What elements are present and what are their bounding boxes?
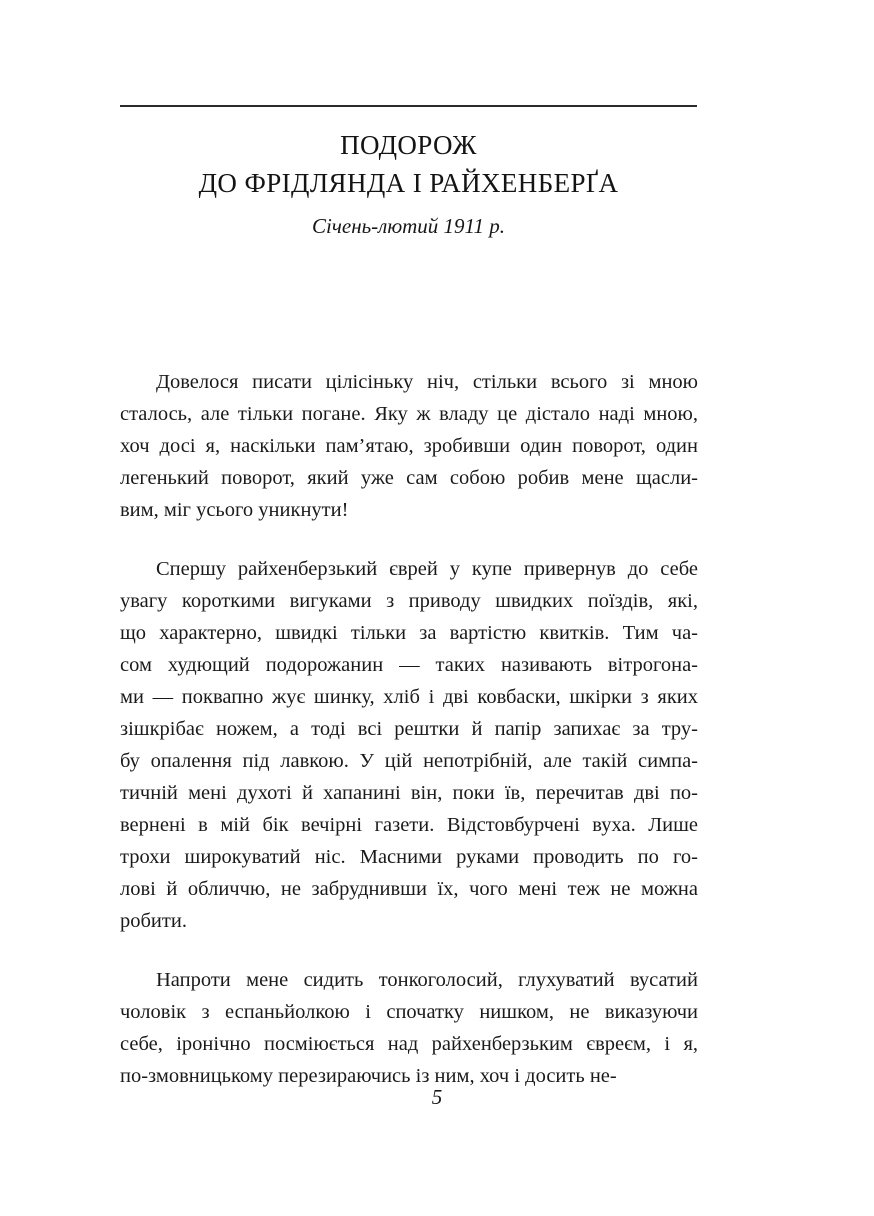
text-line: хоч досі я, наскільки пам’ятаю, зробивши один поворот, один bbox=[120, 435, 698, 457]
chapter-title-line-1: ПОДОРОЖ bbox=[340, 130, 477, 160]
text-line: Спершу райхенберзький єврей у купе привернув до себе bbox=[156, 558, 698, 580]
text-line: Довелося писати цілісіньку ніч, стільки всього зі мною bbox=[156, 371, 698, 393]
text-line: ми — поквапно жує шинку, хліб і дві ковбаски, шкірки з яких bbox=[120, 686, 698, 708]
text-line: легенький поворот, який уже сам собою робив мене щасли- bbox=[120, 467, 698, 489]
text-line: робити. bbox=[120, 910, 187, 932]
header-rule bbox=[120, 105, 697, 107]
text-line: Напроти мене сидить тонкоголосий, глухуватий вусатий bbox=[156, 969, 698, 991]
paragraph-3 bbox=[120, 964, 698, 1092]
chapter-subtitle: Січень-лютий 1911 р. bbox=[312, 214, 505, 238]
paragraph-2 bbox=[120, 553, 698, 937]
text-line: тичній мені духоті й хапанині він, поки їв, перечитав дві по- bbox=[120, 782, 698, 804]
text-line: сом худющий подорожанин — таких називають вітрогона- bbox=[120, 654, 698, 676]
body-text bbox=[120, 366, 698, 1092]
page-number: 5 bbox=[431, 1085, 443, 1109]
paragraph-1 bbox=[120, 366, 698, 526]
text-line: себе, іронічно посміюється над райхенберзьким євреєм, і я, bbox=[120, 1033, 698, 1055]
chapter-title-line-2: ДО ФРІДЛЯНДА І РАЙХЕНБЕРҐА bbox=[198, 168, 619, 198]
text-line: сталось, але тільки погане. Яку ж владу це дістало наді мною, bbox=[120, 403, 698, 425]
text-line: трохи широкуватий ніс. Масними руками проводить по го- bbox=[120, 846, 698, 868]
text-line: лові й обличчю, не забруднивши їх, чого мені теж не можна bbox=[120, 878, 698, 900]
text-line: чоловік з еспаньйолкою і спочатку нишком, не виказуючи bbox=[120, 1001, 698, 1023]
chapter-heading bbox=[120, 126, 697, 240]
text-line: зішкрібає ножем, а тоді всі рештки й папір запихає за тру- bbox=[120, 718, 698, 740]
text-line: увагу короткими вигуками з приводу швидких поїздів, які, bbox=[120, 590, 698, 612]
text-line: що характерно, швидкі тільки за вартістю квитків. Тим ча- bbox=[120, 622, 698, 644]
text-line: вернені в мій бік вечірні газети. Відстовбурчені вуха. Лише bbox=[120, 814, 698, 836]
text-line: бу опалення під лавкою. У цій непотрібній, але такій симпа- bbox=[120, 750, 698, 772]
text-line: вим, міг усього уникнути! bbox=[120, 499, 349, 521]
text-line: по-змовницькому перезираючись із ним, хоч і досить не- bbox=[120, 1065, 617, 1087]
